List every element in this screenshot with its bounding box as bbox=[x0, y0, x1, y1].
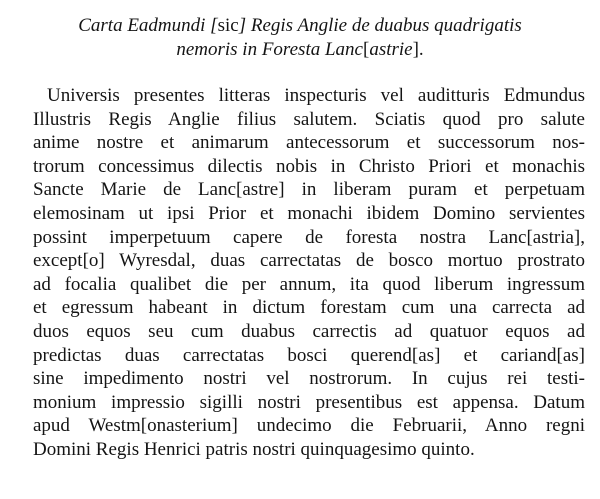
heading-sic-note: sic bbox=[217, 15, 239, 36]
text-line: possint imperpetuum capere de foresta nostra Lanc[astria], bbox=[33, 226, 585, 248]
text-line: monium impressio sigilli nostri presentibus est appensa. Datum bbox=[33, 391, 585, 413]
charter-text bbox=[33, 84, 585, 462]
heading-period: . bbox=[418, 39, 424, 60]
heading-expansion: astrie bbox=[369, 39, 413, 60]
heading-line-2 bbox=[0, 38, 600, 62]
text-line: et egressum habeant in dictum forestam cum una carrecta ad bbox=[33, 297, 585, 319]
text-line: duos equos seu cum duabus carrectis ad quatuor equos ad bbox=[33, 320, 585, 342]
heading-text: Carta Eadmundi [ bbox=[78, 15, 218, 36]
text-line: ad focalia qualibet die per annum, ita quod liberum ingressum bbox=[33, 273, 585, 295]
text-line: apud Westm[onasterium] undecimo die Februarii, Anno regni bbox=[33, 415, 585, 437]
text-line: except[o] Wyresdal, duas carrectatas de bosco mortuo prostrato bbox=[33, 250, 585, 272]
text-line: Domini Regis Henrici patris nostri quinquagesimo quinto. bbox=[33, 438, 475, 460]
text-line: anime nostre et animarum antecessorum et successorum nos- bbox=[33, 132, 585, 154]
text-line: Illustris Regis Anglie filius salutem. Sciatis quod pro salute bbox=[33, 108, 585, 130]
heading-text: nemoris in Foresta Lanc bbox=[176, 39, 363, 60]
text-line: Sancte Marie de Lanc[astre] in liberam puram et perpetuam bbox=[33, 179, 585, 201]
text-line: predictas duas carrectatas bosci querend[as] et cariand[as] bbox=[33, 344, 585, 366]
text-line: elemosinam ut ipsi Prior et monachi ibidem Domino servientes bbox=[33, 202, 585, 224]
charter-heading bbox=[0, 14, 600, 62]
heading-text: ] Regis Anglie de duabus quadrigatis bbox=[238, 15, 522, 36]
heading-line-1 bbox=[0, 14, 600, 38]
text-line: sine impedimento nostri vel nostrorum. In cujus rei testi- bbox=[33, 368, 585, 390]
heading-bracket: ] bbox=[412, 39, 419, 60]
heading-bracket: [ bbox=[362, 39, 370, 60]
text-line: Universis presentes litteras inspecturis vel auditturis Edmundus bbox=[47, 85, 585, 106]
text-line: trorum concessimus dilectis nobis in Christo Priori et monachis bbox=[33, 155, 585, 177]
